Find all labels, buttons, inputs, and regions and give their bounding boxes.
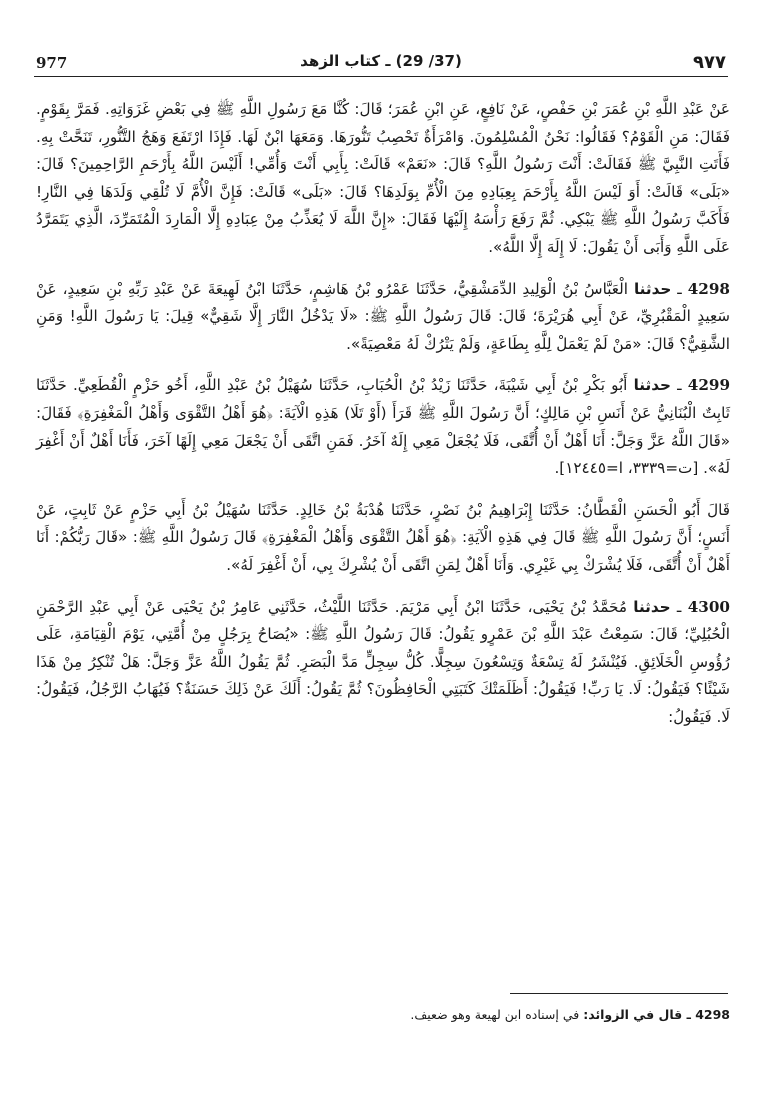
hadith-paragraph: 4299 ـ حدثنا أَبُو بَكْرِ بْنُ أَبِي شَيْبَةَ، حَدَّثَنَا زَيْدُ بْنُ الْحُبَابِ، حَدَّثَنَا سُهَيْلُ بْنُ عَبْدِ اللَّهِ، أَخُو حَزْمٍ الْقُطَعِيِّ. حَدَّثَنَا ثَابِتٌ الْبُنَانِيُّ عَنْ أَنَسِ بْنِ مَالِكٍ؛ أَنَّ رَسُولَ اللَّهِ ﷺ قَرَأَ (أَوْ تَلَا) هَذِهِ الْآيَةَ: ﴿هُوَ أَهْلُ التَّقْوَى وَأَهْلُ الْمَغْفِرَةِ﴾ فَقَالَ: «قَالَ اللَّهُ عَزَّ وَجَلَّ: أَنَا أَهْلٌ أَنْ أُتَّقَى، فَلَا يُجْعَلْ مَعِي إِلَهٌ آخَرُ. فَمَنِ اتَّقَى أَنْ يَجْعَلَ مَعِي إِلَهًا آخَرَ، فَأَنَا أَهْلٌ أَنْ أَغْفِرَ لَهُ». [ت=٣٣٣٩، ا=١٢٤٤٥]. [36,376,731,478]
hadith-label: حدثنا [633,279,672,298]
hadith-number: 4298 [687,279,731,298]
page-number-latin: 977 [36,54,68,72]
hadith-paragraph [36,497,730,580]
footnote [36,1007,730,1022]
page-number-arabic: ٩٧٧ [693,52,726,73]
running-title: (37/ 29) ـ كتاب الزهد [300,52,462,70]
main-text [36,96,730,731]
hadith-label: حدثنا [633,597,671,616]
paragraph-text: أَبُو بَكْرِ بْنُ أَبِي شَيْبَةَ، حَدَّثَنَا زَيْدُ بْنُ الْحُبَابِ، حَدَّثَنَا سُهَيْلُ بْنُ عَبْدِ اللَّهِ، أَخُو حَزْمٍ الْقُطَعِيِّ. حَدَّثَنَا ثَابِتٌ الْبُنَانِيُّ عَنْ أَنَسِ بْنِ مَالِكٍ؛ أَنَّ رَسُولَ اللَّهِ ﷺ قَرَأَ (أَوْ تَلَا) هَذِهِ الْآيَةَ: ﴿هُوَ أَهْلُ التَّقْوَى وَأَهْلُ الْمَغْفِرَةِ﴾ فَقَالَ: «قَالَ اللَّهُ عَزَّ وَجَلَّ: أَنَا أَهْلٌ أَنْ أُتَّقَى، فَلَا يُجْعَلْ مَعِي إِلَهٌ آخَرُ. فَمَنِ اتَّقَى أَنْ يَجْعَلَ مَعِي إِلَهًا آخَرَ، فَأَنَا أَهْلٌ أَنْ أَغْفِرَ لَهُ». [ت=٣٣٣٩، ا=١٢٤٤٥]. [36,376,730,478]
paragraph-text: مُحَمَّدُ بْنُ يَحْيَى، حَدَّثَنَا ابْنُ أَبِي مَرْيَمَ. حَدَّثَنَا اللَّيْثُ، حَدَّثَنِي عَامِرُ بْنُ يَحْيَى عَنْ أَبِي عَبْدِ الرَّحْمَنِ الْحُبُلِيِّ؛ قَالَ: سَمِعْتُ عَبْدَ اللَّهِ بْنَ عَمْرٍو يَقُولُ: قَالَ رَسُولُ اللَّهِ ﷺ: «يُصَاحُ بِرَجُلٍ مِنْ أُمَّتِي، يَوْمَ الْقِيَامَةِ، عَلَى رُؤُوسِ الْخَلَائِقِ. فَيُنْشَرُ لَهُ تِسْعَةٌ وَتِسْعُونَ سِجِلًّا. كُلُّ سِجِلٍّ مَدَّ الْبَصَرِ. ثُمَّ يَقُولُ اللَّهُ عَزَّ وَجَلَّ: هَلْ تُنْكِرُ مِنْ هَذَا شَيْئًا؟ فَيَقُولُ: لَا. يَا رَبِّ! فَيَقُولُ: أَظَلَمَتْكَ كَتَبَتِي الْحَافِظُونَ؟ ثُمَّ يَقُولُ: أَلَكَ عَنْ ذَلِكَ حَسَنَةٌ؟ فَيُهَابُ الرَّجُلُ، فَيَقُولُ: لَا. فَيَقُولُ: [36,597,730,726]
page-header [34,50,728,77]
footnote-text: في إسناده ابن لهيعة وهو ضعيف. [410,1007,580,1022]
hadith-paragraph: 4298 ـ حدثنا الْعَبَّاسُ بْنُ الْوَلِيدِ الدِّمَشْقِيُّ، حَدَّثَنَا عَمْرُو بْنُ هَاشِمٍ، حَدَّثَنَا ابْنُ لَهِيعَةَ عَنْ عَبْدِ رَبِّهِ بْنِ سَعِيدٍ، عَنْ سَعِيدٍ الْمَقْبُرِيِّ، عَنْ أَبِي هُرَيْرَةَ؛ قَالَ: قَالَ رَسُولُ اللَّهِ ﷺ: «لَا يَدْخُلُ النَّارَ إِلَّا شَقِيٌّ» قِيلَ: يَا رَسُولَ اللَّهِ! وَمَنِ الشَّقِيُّ؟ قَالَ: «مَنْ لَمْ يَعْمَلْ لِلَّهِ بِطَاعَةٍ، وَلَمْ يَتْرُكْ لَهُ مَعْصِيَةً». [36,279,731,353]
hadith-label: حدثنا [633,376,671,395]
paragraph-text: عَنْ عَبْدِ اللَّهِ بْنِ عُمَرَ بْنِ حَفْصٍ، عَنْ نَافِعٍ، عَنِ ابْنِ عُمَرَ؛ قَالَ: كُنَّا مَعَ رَسُولِ اللَّهِ ﷺ فِي بَعْضِ غَزَوَاتِهِ. فَمَرَّ بِقَوْمٍ. فَقَالَ: مَنِ الْقَوْمُ؟ فَقَالُوا: نَحْنُ الْمُسْلِمُونَ. وَامْرَأَةٌ تَحْصِبُ تَنُّورَهَا. وَمَعَهَا ابْنٌ لَهَا. فَإِذَا ارْتَفَعَ وَهَجُ التَّنُّورِ، تَنَحَّتْ بِهِ. فَأَتَتِ النَّبِيَّ ﷺ فَقَالَتْ: أَنْتَ رَسُولُ اللَّهِ؟ قَالَ: «نَعَمْ» قَالَتْ: بِأَبِي أَنْتَ وَأُمِّي! أَلَيْسَ اللَّهُ بِأَرْحَمِ الرَّاحِمِينَ؟ قَالَ: «بَلَى» قَالَتْ: أَوَ لَيْسَ اللَّهُ بِأَرْحَمَ بِعِبَادِهِ مِنَ الْأُمِّ بِوَلَدِهَا؟ قَالَ: «بَلَى» قَالَتْ: فَإِنَّ الْأُمَّ لَا تُلْقِي وَلَدَهَا فِي النَّارِ! فَأَكَبَّ رَسُولُ اللَّهِ ﷺ يَبْكِي. ثُمَّ رَفَعَ رَأْسَهُ إِلَيْهَا فَقَالَ: «إِنَّ اللَّهَ لَا يُعَذِّبُ مِنْ عِبَادِهِ إِلَّا الْمَارِدَ الْمُتَمَرِّدَ، الَّذِي يَتَمَرَّدُ عَلَى اللَّهِ وَأَبَى أَنْ يَقُولَ: لَا إِلَهَ إِلَّا اللَّهُ». [36,100,730,256]
footnote-label: 4298 ـ قال في الزوائد: [583,1007,730,1022]
hadith-paragraph [36,96,730,262]
paragraph-text: قَالَ أَبُو الْحَسَنِ الْقَطَّانُ: حَدَّثَنَا إِبْرَاهِيمُ بْنُ نَصْرٍ، حَدَّثَنَا هُدْبَةُ بْنُ خَالِدٍ. حَدَّثَنَا سُهَيْلُ بْنُ أَبِي حَزْمٍ عَنْ ثَابِتٍ، عَنْ أَنَسٍ؛ أَنَّ رَسُولَ اللَّهِ ﷺ قَالَ فِي هَذِهِ الْآيَةِ: ﴿هُوَ أَهْلُ التَّقْوَى وَأَهْلُ الْمَغْفِرَةِ﴾ قَالَ رَسُولُ اللَّهِ ﷺ: «قَالَ رَبُّكُمْ: أَنَا أَهْلٌ أَنْ أُتَّقَى، فَلَا يُشْرَكْ بِي غَيْرِي. وَأَنَا أَهْلٌ لِمَنِ اتَّقَى أَنْ يُشْرِكَ بِي، أَنْ أَغْفِرَ لَهُ». [36,500,730,574]
hadith-number: 4299 [687,376,731,395]
hadith-paragraph: 4300 ـ حدثنا مُحَمَّدُ بْنُ يَحْيَى، حَدَّثَنَا ابْنُ أَبِي مَرْيَمَ. حَدَّثَنَا اللَّيْثُ، حَدَّثَنِي عَامِرُ بْنُ يَحْيَى عَنْ أَبِي عَبْدِ الرَّحْمَنِ الْحُبُلِيِّ؛ قَالَ: سَمِعْتُ عَبْدَ اللَّهِ بْنَ عَمْرٍو يَقُولُ: قَالَ رَسُولُ اللَّهِ ﷺ: «يُصَاحُ بِرَجُلٍ مِنْ أُمَّتِي، يَوْمَ الْقِيَامَةِ، عَلَى رُؤُوسِ الْخَلَائِقِ. فَيُنْشَرُ لَهُ تِسْعَةٌ وَتِسْعُونَ سِجِلًّا. كُلُّ سِجِلٍّ مَدَّ الْبَصَرِ. ثُمَّ يَقُولُ اللَّهُ عَزَّ وَجَلَّ: هَلْ تُنْكِرُ مِنْ هَذَا شَيْئًا؟ فَيَقُولُ: لَا. يَا رَبِّ! فَيَقُولُ: أَظَلَمَتْكَ كَتَبَتِي الْحَافِظُونَ؟ ثُمَّ يَقُولُ: أَلَكَ عَنْ ذَلِكَ حَسَنَةٌ؟ فَيُهَابُ الرَّجُلُ، فَيَقُولُ: لَا. فَيَقُولُ: [36,597,730,726]
footnote-divider [510,993,728,994]
hadith-number: 4300 [687,597,730,616]
paragraph-text: الْعَبَّاسُ بْنُ الْوَلِيدِ الدِّمَشْقِيُّ، حَدَّثَنَا عَمْرُو بْنُ هَاشِمٍ، حَدَّثَنَا ابْنُ لَهِيعَةَ عَنْ عَبْدِ رَبِّهِ بْنِ سَعِيدٍ، عَنْ سَعِيدٍ الْمَقْبُرِيِّ، عَنْ أَبِي هُرَيْرَةَ؛ قَالَ: قَالَ رَسُولُ اللَّهِ ﷺ: «لَا يَدْخُلُ النَّارَ إِلَّا شَقِيٌّ» قِيلَ: يَا رَسُولَ اللَّهِ! وَمَنِ الشَّقِيُّ؟ قَالَ: «مَنْ لَمْ يَعْمَلْ لِلَّهِ بِطَاعَةٍ، وَلَمْ يَتْرُكْ لَهُ مَعْصِيَةً». [36,279,730,353]
